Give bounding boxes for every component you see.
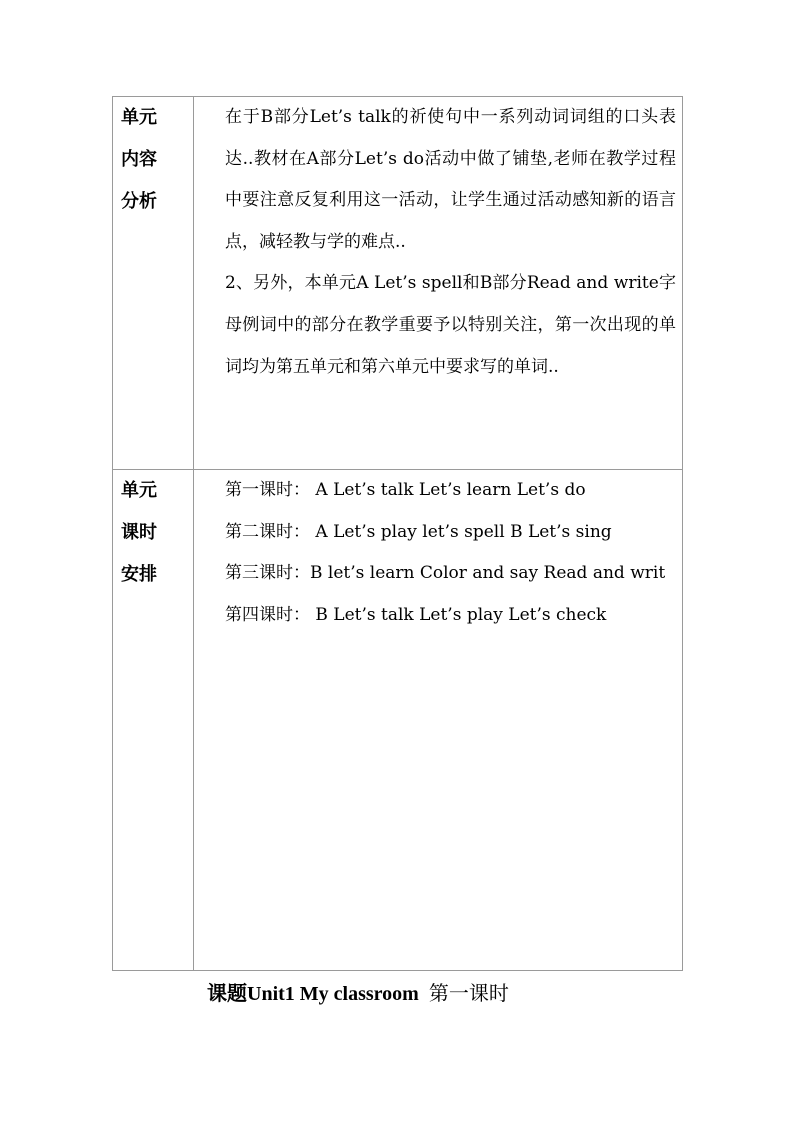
- label-line: 安排: [121, 564, 157, 585]
- row-label: [113, 97, 193, 223]
- label-line: 单元: [121, 107, 157, 128]
- schedule-item: 第三课时：B let’s learn Color and say Read and writ: [225, 563, 666, 584]
- analysis-text: [194, 97, 682, 388]
- schedule-item: 第一课时： A Let’s talk Let’s learn Let’s do: [225, 480, 586, 500]
- label-line: 内容: [121, 149, 157, 170]
- lesson-title-sub: 第一课时: [428, 983, 509, 1005]
- row-label: [113, 470, 193, 596]
- unit-plan-table: [112, 96, 683, 971]
- table-row-content-analysis: [113, 97, 683, 470]
- content-cell-schedule: [194, 470, 683, 971]
- content-cell-analysis: [194, 97, 683, 470]
- table-row-lesson-schedule: [113, 470, 683, 971]
- schedule-list: [194, 470, 682, 636]
- label-cell-lesson-schedule: [113, 470, 194, 971]
- schedule-item: 第四课时： B Let’s talk Let’s play Let’s check: [225, 604, 607, 625]
- label-line: 分析: [121, 191, 157, 212]
- lesson-title: [207, 980, 509, 1008]
- schedule-item: 第二课时： A Let’s play let’s spell B Let’s sing: [225, 521, 612, 542]
- analysis-paragraph: 2、另外，本单元A Let’s spell和B部分Read and write字母例词中的部分在教学重要予以特别关注，第一次出现的单词均为第五单元和第六单元中要求写的单词..: [225, 273, 676, 377]
- analysis-paragraph: 在于B部分Let’s talk的祈使句中一系列动词词组的口头表达..教材在A部分Let’s do活动中做了铺垫,老师在教学过程中要注意反复利用这一活动，让学生通过活动感知新的语言点，减轻教与学的难点..: [225, 107, 676, 252]
- label-line: 单元: [121, 480, 157, 501]
- label-cell-content-analysis: [113, 97, 194, 470]
- label-line: 课时: [121, 522, 157, 543]
- lesson-title-main: 课题Unit1 My classroom: [207, 983, 419, 1005]
